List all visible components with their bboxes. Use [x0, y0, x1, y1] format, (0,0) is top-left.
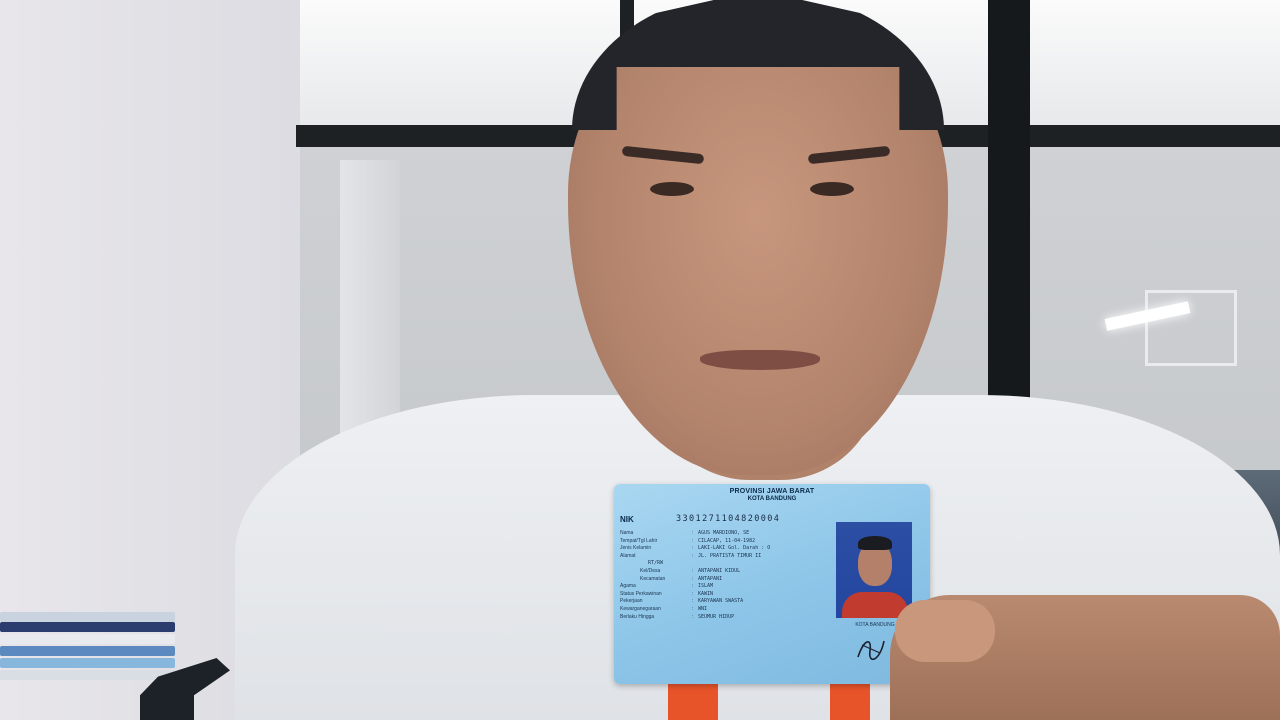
stack-of-books: [0, 612, 180, 692]
left-eye: [650, 182, 694, 196]
card-nik-label: NIK: [620, 515, 634, 524]
field-value: LAKI-LAKI Gol. Darah : O: [698, 545, 771, 552]
field-label: Kecamatan: [640, 575, 666, 582]
book: [0, 634, 175, 644]
window-frame-vertical: [988, 0, 1030, 450]
field-value: KAWIN: [698, 590, 714, 597]
identity-card: PROVINSI JAWA BARAT KOTA BANDUNG NIK 3301271104820004 Nama : AGUS MARDIONO, SE Tempat/Tgl Lahir : CILACAP, 11-04-1982 Jenis Kelamin : LAKI-LAKI Gol. Darah : O Alamat : JL. PRATISTA TIMUR II RT/RW Kel/Desa : ANTAPANI KIDUL Kecamatan : ANTAPANI Agama : ISLAM Status Perkawinan : KAWIN Pekerjaan : KARYAWAN SWASTA Kewarganegaraan : WNI Berlaku Hingga : SEUMUR HIDUP KOTA BANDUNG: [614, 484, 930, 684]
field-value: AGUS MARDIONO, SE: [698, 530, 750, 536]
book: [0, 670, 175, 680]
field-label: Nama: [620, 530, 634, 536]
card-nik-value: 3301271104820004: [676, 514, 781, 524]
card-province: PROVINSI JAWA BARAT: [729, 488, 815, 495]
field-label: Jenis Kelamin: [620, 545, 652, 552]
card-issue-place: KOTA BANDUNG: [855, 622, 895, 628]
book: [0, 658, 175, 668]
thumb: [895, 600, 995, 662]
mouth: [700, 350, 820, 370]
field-label: Pekerjaan: [620, 598, 643, 605]
book: [0, 646, 175, 656]
field-value: WNI: [698, 605, 708, 612]
field-value: KARYAWAN SWASTA: [698, 598, 744, 605]
field-value: ANTAPANI: [698, 575, 723, 582]
card-photo: [836, 522, 912, 618]
lanyard-strap: [830, 680, 870, 720]
book: [0, 622, 175, 632]
right-eye: [810, 182, 854, 196]
field-value: SEUMUR HIDUP: [698, 613, 735, 620]
field-value: ANTAPANI KIDUL: [698, 567, 741, 574]
field-label: Status Perkawinan: [620, 590, 662, 597]
field-value: CILACAP, 11-04-1982: [698, 537, 756, 544]
photo-hair: [858, 536, 892, 550]
field-label: Tempat/Tgl Lahir: [620, 537, 658, 544]
ceiling-light-frame: [1145, 290, 1237, 366]
book: [0, 612, 175, 622]
field-label: Agama: [620, 583, 636, 590]
lanyard-strap: [668, 680, 718, 720]
signature-icon: [854, 631, 888, 665]
field-label: Kewarganegaraan: [620, 605, 661, 612]
card-city: KOTA BANDUNG: [747, 496, 797, 502]
field-value: RT/RW: [648, 560, 664, 567]
field-value: JL. PRATISTA TIMUR II: [698, 552, 762, 559]
field-label: Alamat: [620, 552, 636, 559]
field-value: ISLAM: [698, 583, 714, 590]
field-label: Kel/Desa: [640, 567, 661, 574]
field-label: Berlaku Hingga: [620, 613, 655, 620]
